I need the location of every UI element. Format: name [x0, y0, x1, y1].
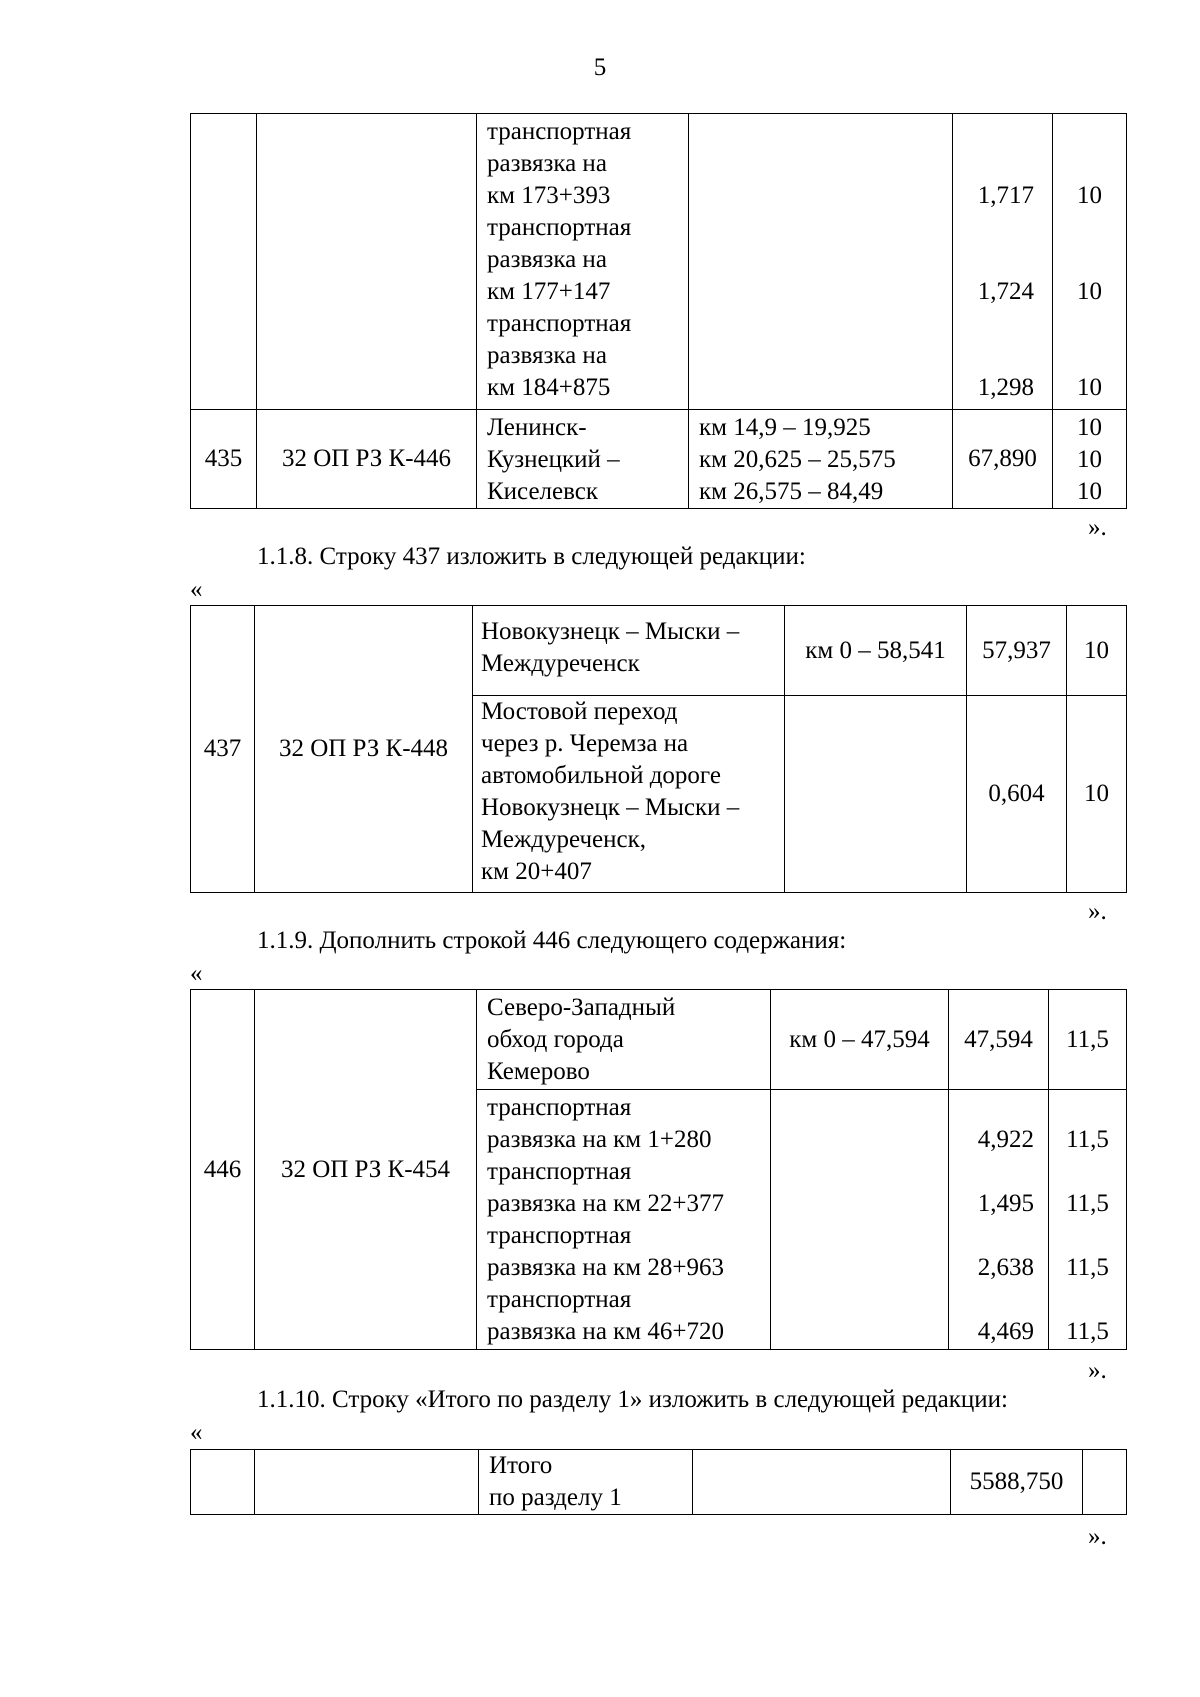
- opening-quote: «: [190, 960, 203, 987]
- name-line: развязка на: [487, 150, 607, 177]
- table-continuation: [190, 113, 1127, 509]
- road-code: 32 ОП РЗ К-448: [255, 606, 473, 893]
- load-value: 11,5: [1049, 990, 1127, 1090]
- name-line: развязка на: [487, 246, 607, 273]
- name-line: Кемерово: [487, 1058, 590, 1085]
- name-line: транспортная: [487, 1094, 632, 1121]
- km-range: км 0 – 47,594: [771, 990, 949, 1090]
- table-cell: [479, 1450, 693, 1515]
- table-cell: [257, 114, 477, 410]
- table-cell: [785, 696, 967, 893]
- load-value: 10: [1077, 414, 1102, 441]
- load-value: 10: [1067, 696, 1127, 893]
- table-cell: [191, 1450, 255, 1515]
- paragraph-1-1-8: 1.1.8. Строку 437 изложить в следующей редакции:: [257, 543, 806, 570]
- table-cell: [949, 1090, 1049, 1350]
- table-cell: [255, 1450, 479, 1515]
- opening-quote: «: [190, 576, 203, 603]
- road-code: 32 ОП РЗ К-446: [257, 410, 477, 509]
- load-value: 11,5: [1066, 1318, 1109, 1345]
- length-value: 67,890: [953, 410, 1053, 509]
- name-line: Ленинск-: [487, 414, 587, 441]
- table-cell: [953, 114, 1053, 410]
- table-cell: [477, 114, 689, 410]
- table-cell: [473, 696, 785, 893]
- length-value: 4,922: [977, 1126, 1034, 1153]
- name-line: Междуреченск: [481, 650, 640, 677]
- name-line: развязка на км 22+377: [487, 1190, 724, 1217]
- road-code: 32 ОП РЗ К-454: [255, 990, 477, 1350]
- table-cell: [771, 1090, 949, 1350]
- name-line: Междуреченск,: [481, 826, 647, 853]
- opening-quote: «: [190, 1419, 203, 1446]
- table-total-row: [190, 1449, 1127, 1515]
- name-line: км 184+875: [487, 374, 611, 401]
- load-value: 10: [1077, 478, 1102, 505]
- length-value: 1,724: [977, 278, 1034, 305]
- name-line: транспортная: [487, 118, 632, 145]
- name-line: автомобильной дороге: [481, 762, 721, 789]
- load-value: 10: [1077, 278, 1102, 305]
- table-cell: [693, 1450, 951, 1515]
- closing-quote: ».: [1088, 1523, 1107, 1550]
- table-row-446: [190, 989, 1127, 1350]
- name-line: развязка на: [487, 342, 607, 369]
- table-cell: [1049, 1090, 1127, 1350]
- closing-quote: ».: [1088, 514, 1107, 541]
- length-value: 5588,750: [951, 1450, 1083, 1515]
- table-cell: [477, 990, 771, 1090]
- km-range: км 14,9 – 19,925: [699, 414, 871, 441]
- table-cell: [689, 410, 953, 509]
- load-value: 10: [1067, 606, 1127, 696]
- load-value: 10: [1077, 182, 1102, 209]
- table-cell: [477, 1090, 771, 1350]
- name-line: Итого: [489, 1452, 553, 1479]
- closing-quote: ».: [1088, 898, 1107, 925]
- load-value: 10: [1077, 446, 1102, 473]
- km-range: км 20,625 – 25,575: [699, 446, 896, 473]
- table-row-437: [190, 605, 1127, 893]
- name-line: Новокузнецк – Мыски –: [481, 794, 740, 821]
- length-value: 2,638: [977, 1254, 1034, 1281]
- table-cell: [473, 606, 785, 696]
- load-value: 11,5: [1066, 1126, 1109, 1153]
- paragraph-1-1-10: 1.1.10. Строку «Итого по разделу 1» изложить в следующей редакции:: [257, 1386, 1009, 1413]
- name-line: по разделу 1: [489, 1484, 622, 1511]
- closing-quote: ».: [1088, 1357, 1107, 1384]
- table-cell: [1053, 114, 1127, 410]
- table-cell: [1083, 1450, 1127, 1515]
- page-number: 5: [593, 54, 607, 81]
- name-line: транспортная: [487, 214, 632, 241]
- row-number: 435: [191, 410, 257, 509]
- length-value: 1,717: [977, 182, 1034, 209]
- length-value: 47,594: [949, 990, 1049, 1090]
- length-value: 4,469: [977, 1318, 1034, 1345]
- table-cell: [477, 410, 689, 509]
- length-value: 1,495: [977, 1190, 1034, 1217]
- load-value: 10: [1077, 374, 1102, 401]
- name-line: обход города: [487, 1026, 624, 1053]
- table-cell: [1053, 410, 1127, 509]
- name-line: Мостовой переход: [481, 698, 678, 725]
- name-line: км 173+393: [487, 182, 611, 209]
- name-line: транспортная: [487, 1286, 632, 1313]
- name-line: развязка на км 46+720: [487, 1318, 724, 1345]
- name-line: км 20+407: [481, 858, 592, 885]
- load-value: 11,5: [1066, 1254, 1109, 1281]
- name-line: транспортная: [487, 310, 632, 337]
- table-cell: [191, 114, 257, 410]
- km-range: км 26,575 – 84,49: [699, 478, 884, 505]
- name-line: Северо-Западный: [487, 994, 676, 1021]
- name-line: Новокузнецк – Мыски –: [481, 618, 740, 645]
- name-line: развязка на км 28+963: [487, 1254, 724, 1281]
- length-value: 1,298: [977, 374, 1034, 401]
- name-line: транспортная: [487, 1222, 632, 1249]
- name-line: км 177+147: [487, 278, 611, 305]
- name-line: через р. Черемза на: [481, 730, 689, 757]
- length-value: 57,937: [967, 606, 1067, 696]
- load-value: 11,5: [1066, 1190, 1109, 1217]
- km-range: км 0 – 58,541: [785, 606, 967, 696]
- name-line: транспортная: [487, 1158, 632, 1185]
- table-row-435: [191, 410, 1127, 509]
- name-line: развязка на км 1+280: [487, 1126, 712, 1153]
- row-number: 437: [191, 606, 255, 893]
- name-line: Киселевск: [487, 478, 599, 505]
- length-value: 0,604: [967, 696, 1067, 893]
- table-cell: [689, 114, 953, 410]
- row-number: 446: [191, 990, 255, 1350]
- paragraph-1-1-9: 1.1.9. Дополнить строкой 446 следующего содержания:: [257, 927, 847, 954]
- name-line: Кузнецкий –: [487, 446, 620, 473]
